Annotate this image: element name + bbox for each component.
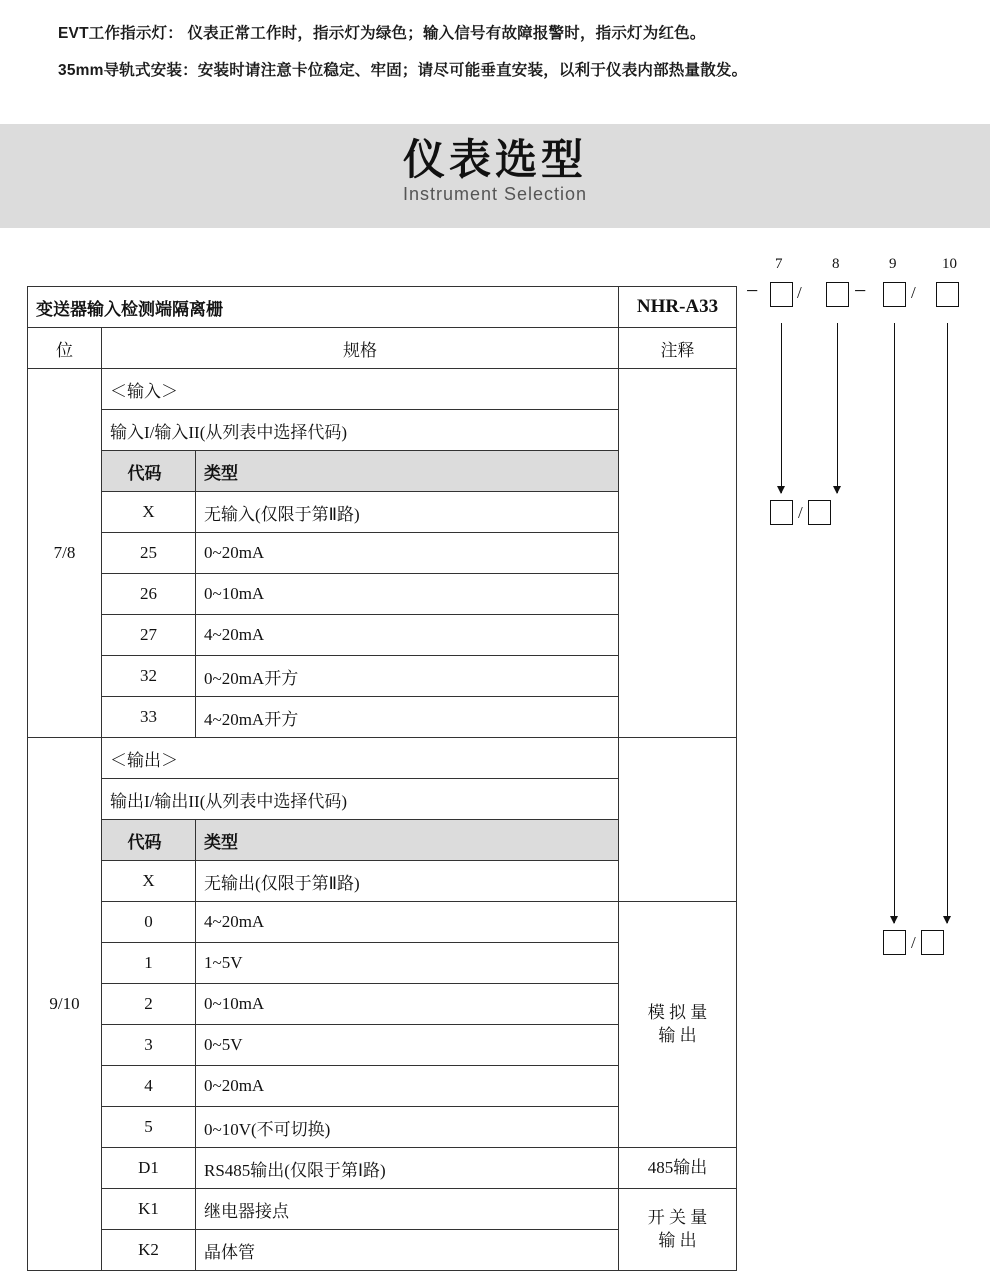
table-row bbox=[28, 738, 737, 779]
arrow-pos-7 bbox=[781, 323, 782, 493]
target-boxes-9-10 bbox=[883, 930, 944, 955]
input-code-25: 25 bbox=[102, 533, 196, 574]
table-row bbox=[28, 902, 737, 943]
input-type-label: 类型 bbox=[196, 451, 619, 492]
table-title-row bbox=[28, 287, 737, 328]
banner-title-en: Instrument Selection bbox=[402, 184, 588, 205]
section-input-spec-title: ＜输入＞ bbox=[102, 369, 619, 410]
output-code-1: 1 bbox=[102, 943, 196, 984]
code-digit-7: 7 bbox=[775, 256, 783, 272]
note-analog-line-2: 输 出 bbox=[658, 1025, 697, 1045]
input-code-26: 26 bbox=[102, 574, 196, 615]
input-type-32: 0~20mA开方 bbox=[196, 656, 619, 697]
section-output-note-empty bbox=[619, 738, 737, 902]
input-type-25: 0~20mA bbox=[196, 533, 619, 574]
code-dash-1: − bbox=[746, 278, 759, 303]
section-output-spec-title: ＜输出＞ bbox=[102, 738, 619, 779]
output-type-k1: 继电器接点 bbox=[196, 1189, 619, 1230]
code-dash-2: − bbox=[854, 278, 867, 303]
target-box-7[interactable] bbox=[770, 500, 793, 525]
input-code-27: 27 bbox=[102, 615, 196, 656]
note-analog-line-1: 模 拟 量 bbox=[647, 1002, 708, 1022]
note-switch-output bbox=[619, 1189, 737, 1271]
input-type-x: 无输入(仅限于第Ⅱ路) bbox=[196, 492, 619, 533]
output-type-x: 无输出(仅限于第Ⅱ路) bbox=[196, 861, 619, 902]
output-code-x: X bbox=[102, 861, 196, 902]
code-digit-10: 10 bbox=[942, 256, 957, 272]
note-line-2: 35mm导轨式安装：安装时请注意卡位稳定、牢固；请尽可能垂直安装，以利于仪表内部热量散发。 bbox=[58, 62, 748, 80]
target-box-8[interactable] bbox=[808, 500, 831, 525]
output-code-k1: K1 bbox=[102, 1189, 196, 1230]
note-line-1: EVT工作指示灯： 仪表正常工作时，指示灯为绿色；输入信号有故障报警时，指示灯为红色。 bbox=[58, 25, 706, 42]
input-type-27: 4~20mA bbox=[196, 615, 619, 656]
selection-table bbox=[27, 286, 737, 1271]
output-code-k2: K2 bbox=[102, 1230, 196, 1271]
output-code-2: 2 bbox=[102, 984, 196, 1025]
code-slash-1: / bbox=[797, 283, 802, 302]
output-type-2: 0~10mA bbox=[196, 984, 619, 1025]
note-switch-line-1: 开 关 量 bbox=[647, 1207, 708, 1227]
header-position: 位 bbox=[28, 328, 102, 369]
output-type-0: 4~20mA bbox=[196, 902, 619, 943]
output-type-label: 类型 bbox=[196, 820, 619, 861]
header-note: 注释 bbox=[619, 328, 737, 369]
target-box-10[interactable] bbox=[921, 930, 944, 955]
code-digit-8: 8 bbox=[832, 256, 840, 272]
table-row bbox=[28, 1189, 737, 1230]
model-code-header bbox=[744, 256, 984, 316]
output-code-d1: D1 bbox=[102, 1148, 196, 1189]
input-type-33: 4~20mA开方 bbox=[196, 697, 619, 738]
table-title: 变送器输入检测端隔离栅 bbox=[28, 287, 619, 328]
output-type-4: 0~20mA bbox=[196, 1066, 619, 1107]
input-code-32: 32 bbox=[102, 656, 196, 697]
header-spec: 规格 bbox=[102, 328, 619, 369]
output-type-d1: RS485输出(仅限于第Ⅰ路) bbox=[196, 1148, 619, 1189]
table-header-row bbox=[28, 328, 737, 369]
code-slash-2: / bbox=[911, 283, 916, 302]
output-type-5: 0~10V(不可切换) bbox=[196, 1107, 619, 1148]
output-code-label: 代码 bbox=[102, 820, 196, 861]
input-code-label: 代码 bbox=[102, 451, 196, 492]
section-output-spec-sub: 输出I/输出II(从列表中选择代码) bbox=[102, 779, 619, 820]
code-digit-9: 9 bbox=[889, 256, 897, 272]
code-box-8[interactable] bbox=[826, 282, 849, 307]
output-code-5: 5 bbox=[102, 1107, 196, 1148]
table-row bbox=[28, 1148, 737, 1189]
target-boxes-7-8 bbox=[770, 500, 831, 525]
note-485-output: 485输出 bbox=[619, 1148, 737, 1189]
section-banner bbox=[0, 124, 990, 228]
code-box-9[interactable] bbox=[883, 282, 906, 307]
output-type-1: 1~5V bbox=[196, 943, 619, 984]
output-code-0: 0 bbox=[102, 902, 196, 943]
banner-title-cn: 仪表选型 bbox=[402, 136, 587, 183]
input-type-26: 0~10mA bbox=[196, 574, 619, 615]
input-code-x: X bbox=[102, 492, 196, 533]
output-code-4: 4 bbox=[102, 1066, 196, 1107]
output-code-3: 3 bbox=[102, 1025, 196, 1066]
code-box-10[interactable] bbox=[936, 282, 959, 307]
arrow-pos-9 bbox=[894, 323, 895, 923]
output-type-k2: 晶体管 bbox=[196, 1230, 619, 1271]
section-position-output: 9/10 bbox=[28, 738, 102, 1271]
arrow-pos-10 bbox=[947, 323, 948, 923]
section-input-note bbox=[619, 369, 737, 738]
target-slash-1: / bbox=[798, 502, 803, 522]
model-name: NHR-A33 bbox=[619, 287, 737, 328]
arrow-pos-8 bbox=[837, 323, 838, 493]
code-box-7[interactable] bbox=[770, 282, 793, 307]
input-code-33: 33 bbox=[102, 697, 196, 738]
section-position-input: 7/8 bbox=[28, 369, 102, 738]
section-input-spec-sub: 输入I/输入II(从列表中选择代码) bbox=[102, 410, 619, 451]
target-slash-2: / bbox=[911, 932, 916, 952]
output-type-3: 0~5V bbox=[196, 1025, 619, 1066]
note-switch-line-2: 输 出 bbox=[658, 1230, 697, 1250]
table-row bbox=[28, 369, 737, 410]
note-analog-output bbox=[619, 902, 737, 1148]
target-box-9[interactable] bbox=[883, 930, 906, 955]
top-notes bbox=[0, 0, 990, 83]
